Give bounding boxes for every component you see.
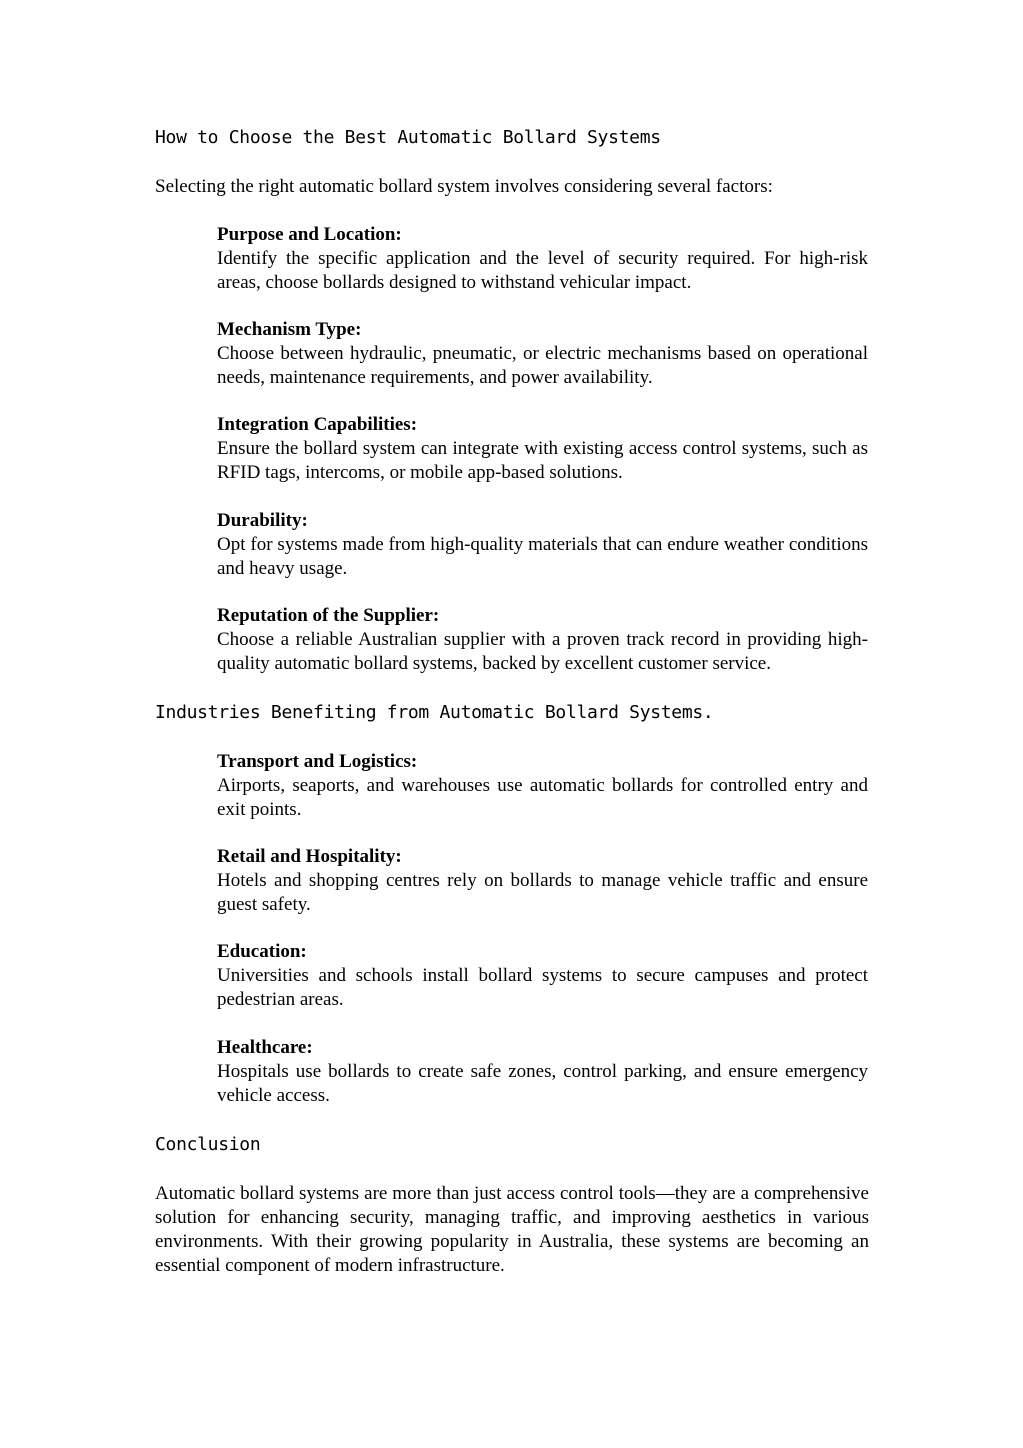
list-item-transport: [217, 750, 868, 822]
list-item-purpose: [217, 223, 868, 295]
item-body: Opt for systems made from high-quality materials that can endure weather conditions and heavy usage.: [217, 534, 868, 579]
item-body: Choose a reliable Australian supplier with a proven track record in providing high-quality automatic bollard systems, backed by excellent customer service.: [217, 629, 868, 674]
item-title: Durability:: [217, 510, 308, 531]
item-body: Universities and schools install bollard systems to secure campuses and protect pedestrian areas.: [217, 965, 868, 1010]
list-item-retail: [217, 845, 868, 917]
list-item-integration: [217, 413, 868, 485]
item-body: Hotels and shopping centres rely on bollards to manage vehicle traffic and ensure guest safety.: [217, 870, 868, 915]
list-item-education: [217, 940, 868, 1012]
item-title: Healthcare:: [217, 1037, 313, 1058]
section-heading-industries: Industries Benefiting from Automatic Bollard Systems.: [155, 702, 714, 723]
list-item-mechanism: [217, 318, 868, 390]
item-title: Retail and Hospitality:: [217, 846, 402, 867]
conclusion-paragraph: Automatic bollard systems are more than just access control tools—they are a comprehensive solution for enhancing security, managing traffic, and improving aesthetics in various environments. With their growing popularity in Australia, these systems are becoming an essential component of modern infrastructure.: [155, 1183, 869, 1276]
item-body: Hospitals use bollards to create safe zones, control parking, and ensure emergency vehicle access.: [217, 1061, 868, 1106]
section-heading-conclusion: Conclusion: [155, 1134, 261, 1155]
item-body: Airports, seaports, and warehouses use automatic bollards for controlled entry and exit points.: [217, 775, 868, 820]
item-title: Reputation of the Supplier:: [217, 605, 440, 626]
item-title: Purpose and Location:: [217, 224, 402, 245]
item-title: Integration Capabilities:: [217, 414, 418, 435]
list-item-reputation: [217, 604, 868, 676]
section-heading-choose: How to Choose the Best Automatic Bollard Systems: [155, 127, 661, 148]
item-title: Mechanism Type:: [217, 319, 362, 340]
intro-paragraph: Selecting the right automatic bollard system involves considering several factors:: [155, 176, 773, 197]
list-item-healthcare: [217, 1036, 868, 1108]
item-title: Education:: [217, 941, 307, 962]
item-body: Identify the specific application and the level of security required. For high-risk areas, choose bollards designed to withstand vehicular impact.: [217, 248, 868, 293]
item-body: Choose between hydraulic, pneumatic, or electric mechanisms based on operational needs, maintenance requirements, and power availability.: [217, 343, 868, 388]
item-title: Transport and Logistics:: [217, 751, 418, 772]
list-item-durability: [217, 509, 868, 581]
item-body: Ensure the bollard system can integrate with existing access control systems, such as RFID tags, intercoms, or mobile app-based solutions.: [217, 438, 868, 483]
